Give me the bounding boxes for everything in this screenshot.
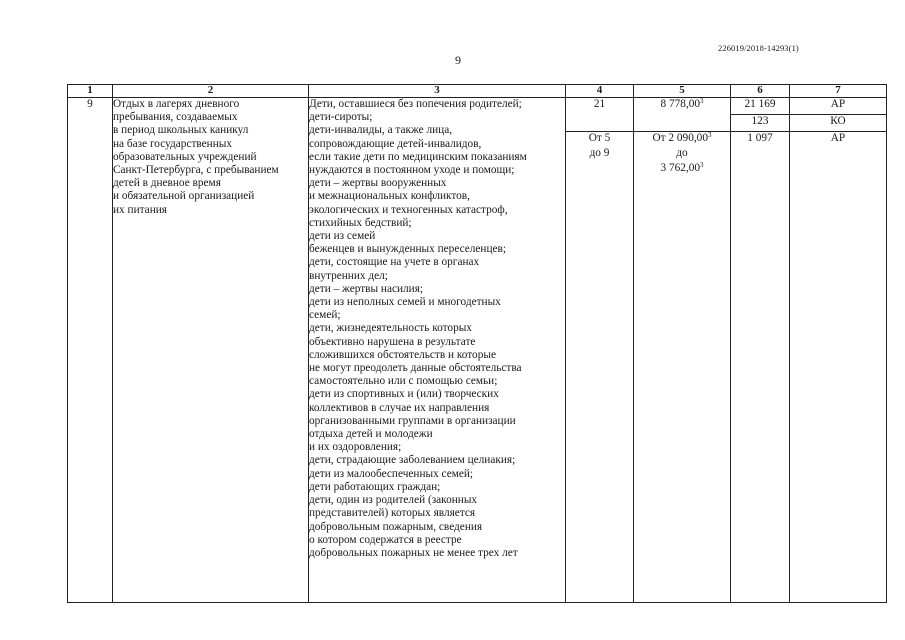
quantity-value: 1 097 (747, 132, 773, 144)
source-cell (790, 132, 887, 603)
col-header-4: 4 (566, 85, 634, 98)
category-line: стихийных бедствий; (309, 216, 412, 229)
category-line: представителей) которых является (309, 507, 476, 520)
category-line: дети из спортивных и (или) творческих (309, 388, 499, 401)
service-name (113, 98, 309, 603)
col-header-5: 5 (634, 85, 731, 98)
cost-footnote-mark: 3 (700, 97, 704, 105)
quantity-value: 123 (751, 115, 769, 127)
service-name-line: образовательных учреждений (113, 150, 257, 163)
cost-from-value: От 2 090,00 (652, 132, 708, 144)
document-id: 226019/2018-14293(1) (718, 43, 799, 53)
category-line: дети – жертвы вооруженных (309, 177, 447, 190)
cost-from (634, 132, 730, 145)
category-line: сложившихся обстоятельств и которые (309, 348, 496, 361)
cost-footnote-mark: 3 (700, 161, 704, 170)
cost-footnote-mark: 3 (707, 131, 712, 139)
category-line: дети из неполных семей и многодетных (309, 296, 501, 309)
quantity-cell (731, 115, 790, 132)
source-cell (790, 98, 887, 115)
cost-to-value: 3 762,00 (660, 162, 701, 175)
header-row (68, 85, 887, 98)
category-line: сопровождающие детей-инвалидов, (309, 137, 482, 150)
col-header-1: 1 (68, 85, 113, 98)
category-line: коллективов в случае их направления (309, 401, 490, 414)
row-number: 9 (68, 98, 113, 603)
col-header-2: 2 (113, 85, 309, 98)
col-header-7: 7 (790, 85, 887, 98)
services-table (67, 84, 887, 603)
category-line: дети, один из родителей (законных (309, 494, 478, 507)
cost-value: 8 778,00 (660, 98, 701, 110)
duration-from: От 5 (588, 132, 611, 144)
service-name-line: детей в дневное время (113, 177, 221, 190)
source-value: АР (830, 98, 846, 110)
category-line: Дети, оставшиеся без попечения родителей; (309, 98, 522, 110)
col-header-3: 3 (309, 85, 566, 98)
page-number: 9 (455, 53, 461, 67)
recipient-categories (309, 98, 566, 603)
category-lines (309, 98, 565, 560)
category-line: самостоятельно или с помощью семьи; (309, 375, 498, 388)
category-line: дети, жизнедеятельность которых (309, 322, 472, 335)
service-name-line: на базе государственных (113, 137, 233, 150)
category-line: не могут преодолеть данные обстоятельства (309, 362, 522, 375)
service-lines (113, 98, 308, 217)
category-line: беженцев и вынужденных переселенцев; (309, 243, 507, 256)
table-row (68, 98, 887, 115)
service-name-line: и обязательной организацией (113, 190, 255, 203)
duration-cell (566, 98, 634, 132)
category-line: нуждаются в постоянном уходе и помощи; (309, 164, 515, 177)
category-line: о котором содержатся в реестре (309, 533, 462, 546)
source-value: КО (830, 115, 846, 127)
category-line: экологических и техногенных катастроф, (309, 203, 508, 216)
category-line: и их оздоровления; (309, 441, 402, 454)
quantity-value: 21 169 (744, 98, 776, 110)
service-name-line: Санкт-Петербурга, с пребыванием (113, 164, 279, 177)
category-line: дети работающих граждан; (309, 480, 441, 493)
category-line: и межнациональных конфликтов, (309, 190, 470, 203)
cost-to (634, 162, 730, 175)
service-name-line: пребывания, создаваемых (113, 111, 238, 124)
quantity-cell (731, 132, 790, 603)
source-cell (790, 115, 887, 132)
category-line: организованными группами в организации (309, 414, 516, 427)
category-line: если такие дети по медицинским показаниям (309, 150, 527, 163)
category-line: дети-инвалиды, а также лица, (309, 124, 453, 137)
category-line: отдыха детей и молодежи (309, 428, 433, 441)
category-line: добровольных пожарных не менее трех лет (309, 546, 518, 559)
category-line: дети-сироты; (309, 111, 373, 124)
category-line: дети из семей (309, 230, 376, 243)
source-value: АР (830, 132, 846, 144)
category-line: дети из малообеспеченных семей; (309, 467, 474, 480)
duration-to: до 9 (589, 147, 610, 160)
duration-days: 21 (593, 98, 606, 110)
category-line: дети, страдающие заболеванием целиакия; (309, 454, 516, 467)
service-name-line: в период школьных каникул (113, 124, 249, 137)
category-line: объективно нарушена в результате (309, 335, 476, 348)
col-header-6: 6 (731, 85, 790, 98)
service-name-line: Отдых в лагерях дневного (113, 98, 240, 110)
category-line: добровольным пожарным, сведения (309, 520, 483, 533)
category-line: дети, состоящие на учете в органах (309, 256, 480, 269)
category-line: внутренних дел; (309, 269, 388, 282)
service-name-line: их питания (113, 203, 167, 216)
category-line: семей; (309, 309, 341, 322)
category-line: дети – жертвы насилия; (309, 282, 424, 295)
cost-cell (634, 98, 731, 132)
duration-cell (566, 132, 634, 603)
quantity-cell (731, 98, 790, 115)
cost-separator: до (676, 147, 688, 160)
cost-cell (634, 132, 731, 603)
